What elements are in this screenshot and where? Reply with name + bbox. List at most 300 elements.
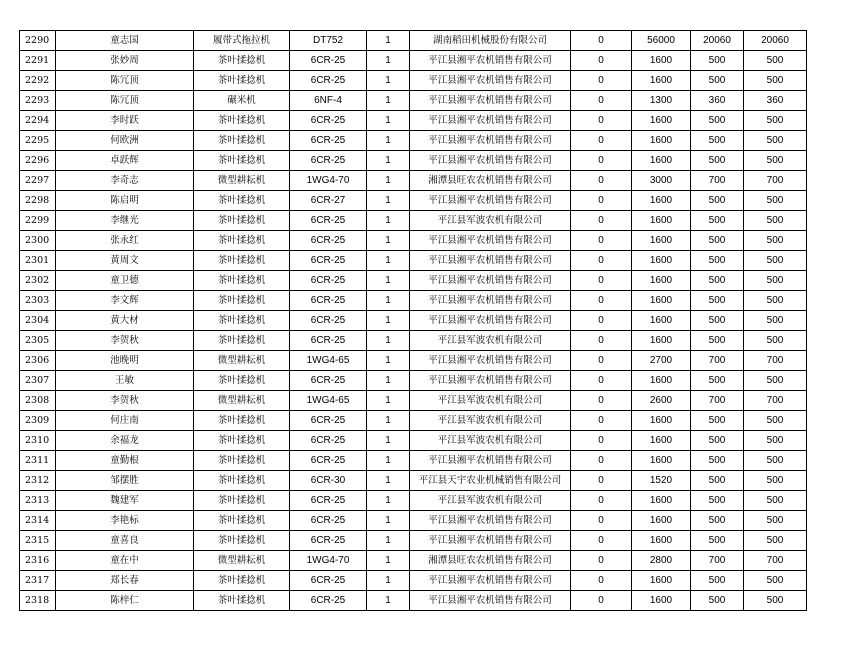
machine-type-cell: 茶叶揉捻机 [194, 431, 290, 451]
table-row [20, 391, 807, 411]
value-col-3-cell: 500 [691, 471, 744, 491]
buyer-name-cell: 李继光 [56, 211, 194, 231]
row-number-cell: 2311 [20, 451, 56, 471]
value-col-3-cell: 500 [691, 591, 744, 611]
value-col-3-cell: 700 [691, 171, 744, 191]
value-col-4-cell: 500 [744, 71, 807, 91]
buyer-name-cell: 童喜良 [56, 531, 194, 551]
value-col-3-cell: 500 [691, 571, 744, 591]
machine-type-cell: 茶叶揉捻机 [194, 291, 290, 311]
value-col-3-cell: 500 [691, 191, 744, 211]
machine-type-cell: 微型耕耘机 [194, 171, 290, 191]
machine-type-cell: 茶叶揉捻机 [194, 591, 290, 611]
value-col-3-cell: 500 [691, 211, 744, 231]
row-number-cell: 2312 [20, 471, 56, 491]
quantity-cell: 1 [367, 131, 410, 151]
machine-type-cell: 茶叶揉捻机 [194, 251, 290, 271]
row-number-cell: 2298 [20, 191, 56, 211]
model-cell: 1WG4-70 [290, 551, 367, 571]
value-col-2-cell: 1600 [632, 591, 691, 611]
value-col-3-cell: 500 [691, 511, 744, 531]
row-number-cell: 2306 [20, 351, 56, 371]
buyer-name-cell: 张永红 [56, 231, 194, 251]
quantity-cell: 1 [367, 411, 410, 431]
model-cell: 6NF-4 [290, 91, 367, 111]
table-row [20, 331, 807, 351]
table-row [20, 531, 807, 551]
model-cell: 6CR-25 [290, 51, 367, 71]
value-col-2-cell: 1600 [632, 451, 691, 471]
dealer-cell: 平江县湘平农机销售有限公司 [410, 251, 571, 271]
row-number-cell: 2313 [20, 491, 56, 511]
row-number-cell: 2305 [20, 331, 56, 351]
buyer-name-cell: 李贺秋 [56, 391, 194, 411]
table-row [20, 451, 807, 471]
value-col-3-cell: 500 [691, 491, 744, 511]
value-col-2-cell: 1600 [632, 191, 691, 211]
value-col-4-cell: 500 [744, 571, 807, 591]
model-cell: 6CR-25 [290, 271, 367, 291]
quantity-cell: 1 [367, 151, 410, 171]
buyer-name-cell: 陈梓仁 [56, 591, 194, 611]
machine-type-cell: 茶叶揉捻机 [194, 371, 290, 391]
row-number-cell: 2309 [20, 411, 56, 431]
value-col-3-cell: 500 [691, 451, 744, 471]
quantity-cell: 1 [367, 111, 410, 131]
row-number-cell: 2301 [20, 251, 56, 271]
dealer-cell: 平江县湘平农机销售有限公司 [410, 191, 571, 211]
buyer-name-cell: 黄大材 [56, 311, 194, 331]
machine-type-cell: 履带式拖拉机 [194, 31, 290, 51]
model-cell: 1WG4-65 [290, 391, 367, 411]
quantity-cell: 1 [367, 31, 410, 51]
value-col-4-cell: 500 [744, 151, 807, 171]
table-row [20, 371, 807, 391]
value-col-4-cell: 500 [744, 231, 807, 251]
dealer-cell: 湖南稻田机械股份有限公司 [410, 31, 571, 51]
machine-type-cell: 茶叶揉捻机 [194, 151, 290, 171]
machine-type-cell: 茶叶揉捻机 [194, 511, 290, 531]
model-cell: 6CR-25 [290, 111, 367, 131]
quantity-cell: 1 [367, 531, 410, 551]
value-col-4-cell: 500 [744, 251, 807, 271]
value-col-3-cell: 500 [691, 71, 744, 91]
row-number-cell: 2297 [20, 171, 56, 191]
value-col-1-cell: 0 [571, 71, 632, 91]
value-col-2-cell: 1600 [632, 151, 691, 171]
table-row [20, 511, 807, 531]
row-number-cell: 2304 [20, 311, 56, 331]
value-col-2-cell: 1520 [632, 471, 691, 491]
buyer-name-cell: 郑长春 [56, 571, 194, 591]
value-col-3-cell: 500 [691, 251, 744, 271]
machine-type-cell: 微型耕耘机 [194, 351, 290, 371]
row-number-cell: 2300 [20, 231, 56, 251]
model-cell: 6CR-27 [290, 191, 367, 211]
machine-type-cell: 茶叶揉捻机 [194, 491, 290, 511]
value-col-2-cell: 1600 [632, 411, 691, 431]
value-col-2-cell: 3000 [632, 171, 691, 191]
machine-type-cell: 碾米机 [194, 91, 290, 111]
table-row [20, 271, 807, 291]
quantity-cell: 1 [367, 211, 410, 231]
buyer-name-cell: 邹摆胜 [56, 471, 194, 491]
value-col-1-cell: 0 [571, 531, 632, 551]
table-row [20, 151, 807, 171]
value-col-2-cell: 1600 [632, 331, 691, 351]
dealer-cell: 湘潭县旺农农机销售有限公司 [410, 171, 571, 191]
table-row [20, 471, 807, 491]
machine-type-cell: 茶叶揉捻机 [194, 571, 290, 591]
value-col-1-cell: 0 [571, 431, 632, 451]
buyer-name-cell: 池晚明 [56, 351, 194, 371]
table-row [20, 91, 807, 111]
row-number-cell: 2299 [20, 211, 56, 231]
value-col-1-cell: 0 [571, 251, 632, 271]
value-col-1-cell: 0 [571, 571, 632, 591]
value-col-4-cell: 500 [744, 451, 807, 471]
buyer-name-cell: 童志国 [56, 31, 194, 51]
value-col-2-cell: 1600 [632, 511, 691, 531]
value-col-4-cell: 500 [744, 271, 807, 291]
model-cell: 6CR-30 [290, 471, 367, 491]
value-col-3-cell: 500 [691, 151, 744, 171]
model-cell: 6CR-25 [290, 511, 367, 531]
table-row [20, 591, 807, 611]
machine-type-cell: 茶叶揉捻机 [194, 411, 290, 431]
row-number-cell: 2318 [20, 591, 56, 611]
quantity-cell: 1 [367, 471, 410, 491]
value-col-2-cell: 1600 [632, 131, 691, 151]
table-row [20, 131, 807, 151]
model-cell: 6CR-25 [290, 491, 367, 511]
model-cell: 6CR-25 [290, 151, 367, 171]
table-row [20, 171, 807, 191]
dealer-cell: 平江县湘平农机销售有限公司 [410, 151, 571, 171]
dealer-cell: 平江县湘平农机销售有限公司 [410, 91, 571, 111]
value-col-2-cell: 1600 [632, 251, 691, 271]
table-row [20, 291, 807, 311]
row-number-cell: 2317 [20, 571, 56, 591]
dealer-cell: 平江县湘平农机销售有限公司 [410, 571, 571, 591]
buyer-name-cell: 黄周文 [56, 251, 194, 271]
table-row [20, 111, 807, 131]
quantity-cell: 1 [367, 451, 410, 471]
value-col-1-cell: 0 [571, 351, 632, 371]
quantity-cell: 1 [367, 191, 410, 211]
model-cell: 6CR-25 [290, 591, 367, 611]
value-col-2-cell: 2700 [632, 351, 691, 371]
model-cell: 6CR-25 [290, 571, 367, 591]
model-cell: DT752 [290, 31, 367, 51]
value-col-4-cell: 500 [744, 191, 807, 211]
value-col-4-cell: 20060 [744, 31, 807, 51]
value-col-1-cell: 0 [571, 231, 632, 251]
value-col-4-cell: 700 [744, 171, 807, 191]
value-col-1-cell: 0 [571, 391, 632, 411]
buyer-name-cell: 陈启明 [56, 191, 194, 211]
machine-type-cell: 茶叶揉捻机 [194, 331, 290, 351]
buyer-name-cell: 何欧洲 [56, 131, 194, 151]
model-cell: 6CR-25 [290, 531, 367, 551]
value-col-2-cell: 2800 [632, 551, 691, 571]
value-col-2-cell: 56000 [632, 31, 691, 51]
dealer-cell: 平江县军波农机有限公司 [410, 211, 571, 231]
dealer-cell: 平江县湘平农机销售有限公司 [410, 531, 571, 551]
model-cell: 6CR-25 [290, 331, 367, 351]
quantity-cell: 1 [367, 511, 410, 531]
value-col-1-cell: 0 [571, 451, 632, 471]
dealer-cell: 平江县湘平农机销售有限公司 [410, 371, 571, 391]
machine-type-cell: 微型耕耘机 [194, 391, 290, 411]
buyer-name-cell: 李文辉 [56, 291, 194, 311]
table-row [20, 311, 807, 331]
model-cell: 6CR-25 [290, 231, 367, 251]
value-col-1-cell: 0 [571, 151, 632, 171]
value-col-2-cell: 1600 [632, 231, 691, 251]
dealer-cell: 平江县湘平农机销售有限公司 [410, 311, 571, 331]
dealer-cell: 平江县军波农机有限公司 [410, 391, 571, 411]
buyer-name-cell: 陈冗顶 [56, 91, 194, 111]
value-col-3-cell: 500 [691, 431, 744, 451]
table-row [20, 551, 807, 571]
row-number-cell: 2314 [20, 511, 56, 531]
quantity-cell: 1 [367, 571, 410, 591]
value-col-2-cell: 1600 [632, 571, 691, 591]
dealer-cell: 平江县湘平农机销售有限公司 [410, 111, 571, 131]
dealer-cell: 平江县军波农机有限公司 [410, 411, 571, 431]
quantity-cell: 1 [367, 51, 410, 71]
value-col-3-cell: 700 [691, 351, 744, 371]
row-number-cell: 2294 [20, 111, 56, 131]
value-col-1-cell: 0 [571, 131, 632, 151]
machine-type-cell: 微型耕耘机 [194, 551, 290, 571]
value-col-3-cell: 500 [691, 271, 744, 291]
machine-type-cell: 茶叶揉捻机 [194, 211, 290, 231]
quantity-cell: 1 [367, 171, 410, 191]
value-col-1-cell: 0 [571, 31, 632, 51]
value-col-4-cell: 500 [744, 531, 807, 551]
table-row [20, 191, 807, 211]
table-row [20, 351, 807, 371]
row-number-cell: 2316 [20, 551, 56, 571]
value-col-3-cell: 500 [691, 531, 744, 551]
row-number-cell: 2293 [20, 91, 56, 111]
quantity-cell: 1 [367, 251, 410, 271]
quantity-cell: 1 [367, 271, 410, 291]
value-col-1-cell: 0 [571, 191, 632, 211]
value-col-1-cell: 0 [571, 591, 632, 611]
value-col-1-cell: 0 [571, 331, 632, 351]
table-row [20, 31, 807, 51]
dealer-cell: 平江县湘平农机销售有限公司 [410, 71, 571, 91]
model-cell: 6CR-25 [290, 71, 367, 91]
model-cell: 6CR-25 [290, 411, 367, 431]
machine-type-cell: 茶叶揉捻机 [194, 191, 290, 211]
value-col-1-cell: 0 [571, 91, 632, 111]
dealer-cell: 平江县军波农机有限公司 [410, 431, 571, 451]
quantity-cell: 1 [367, 431, 410, 451]
value-col-3-cell: 700 [691, 551, 744, 571]
table-body [20, 31, 807, 611]
buyer-name-cell: 王敏 [56, 371, 194, 391]
buyer-name-cell: 陈冗顶 [56, 71, 194, 91]
model-cell: 1WG4-65 [290, 351, 367, 371]
quantity-cell: 1 [367, 491, 410, 511]
row-number-cell: 2308 [20, 391, 56, 411]
value-col-4-cell: 360 [744, 91, 807, 111]
model-cell: 6CR-25 [290, 431, 367, 451]
value-col-4-cell: 500 [744, 331, 807, 351]
value-col-2-cell: 1600 [632, 491, 691, 511]
dealer-cell: 平江县湘平农机销售有限公司 [410, 511, 571, 531]
row-number-cell: 2290 [20, 31, 56, 51]
machine-type-cell: 茶叶揉捻机 [194, 131, 290, 151]
row-number-cell: 2292 [20, 71, 56, 91]
value-col-4-cell: 500 [744, 511, 807, 531]
dealer-cell: 平江县湘平农机销售有限公司 [410, 271, 571, 291]
value-col-2-cell: 1600 [632, 271, 691, 291]
value-col-3-cell: 500 [691, 371, 744, 391]
dealer-cell: 平江县军波农机有限公司 [410, 331, 571, 351]
value-col-1-cell: 0 [571, 51, 632, 71]
value-col-4-cell: 500 [744, 291, 807, 311]
quantity-cell: 1 [367, 591, 410, 611]
value-col-1-cell: 0 [571, 111, 632, 131]
quantity-cell: 1 [367, 71, 410, 91]
dealer-cell: 平江县军波农机有限公司 [410, 491, 571, 511]
table-row [20, 411, 807, 431]
value-col-4-cell: 500 [744, 431, 807, 451]
value-col-4-cell: 700 [744, 551, 807, 571]
buyer-name-cell: 余福龙 [56, 431, 194, 451]
buyer-name-cell: 李艳标 [56, 511, 194, 531]
model-cell: 6CR-25 [290, 371, 367, 391]
row-number-cell: 2302 [20, 271, 56, 291]
value-col-3-cell: 500 [691, 51, 744, 71]
table-row [20, 431, 807, 451]
buyer-name-cell: 童在中 [56, 551, 194, 571]
buyer-name-cell: 李贺秋 [56, 331, 194, 351]
machine-type-cell: 茶叶揉捻机 [194, 111, 290, 131]
model-cell: 6CR-25 [290, 291, 367, 311]
quantity-cell: 1 [367, 551, 410, 571]
table-row [20, 51, 807, 71]
machine-type-cell: 茶叶揉捻机 [194, 531, 290, 551]
value-col-1-cell: 0 [571, 291, 632, 311]
value-col-4-cell: 700 [744, 391, 807, 411]
quantity-cell: 1 [367, 391, 410, 411]
buyer-name-cell: 魏建军 [56, 491, 194, 511]
value-col-1-cell: 0 [571, 171, 632, 191]
dealer-cell: 平江县湘平农机销售有限公司 [410, 291, 571, 311]
value-col-2-cell: 1600 [632, 431, 691, 451]
machine-type-cell: 茶叶揉捻机 [194, 271, 290, 291]
machine-type-cell: 茶叶揉捻机 [194, 71, 290, 91]
buyer-name-cell: 童卫德 [56, 271, 194, 291]
model-cell: 6CR-25 [290, 451, 367, 471]
row-number-cell: 2310 [20, 431, 56, 451]
value-col-2-cell: 1600 [632, 531, 691, 551]
value-col-3-cell: 700 [691, 391, 744, 411]
value-col-2-cell: 1600 [632, 51, 691, 71]
machine-type-cell: 茶叶揉捻机 [194, 51, 290, 71]
quantity-cell: 1 [367, 371, 410, 391]
value-col-1-cell: 0 [571, 491, 632, 511]
buyer-name-cell: 李时跃 [56, 111, 194, 131]
quantity-cell: 1 [367, 291, 410, 311]
value-col-2-cell: 2600 [632, 391, 691, 411]
value-col-3-cell: 20060 [691, 31, 744, 51]
value-col-3-cell: 360 [691, 91, 744, 111]
value-col-4-cell: 500 [744, 51, 807, 71]
value-col-3-cell: 500 [691, 331, 744, 351]
model-cell: 6CR-25 [290, 211, 367, 231]
machinery-subsidy-table [19, 30, 807, 611]
value-col-1-cell: 0 [571, 371, 632, 391]
buyer-name-cell: 童勤根 [56, 451, 194, 471]
value-col-2-cell: 1300 [632, 91, 691, 111]
row-number-cell: 2315 [20, 531, 56, 551]
value-col-2-cell: 1600 [632, 111, 691, 131]
model-cell: 6CR-25 [290, 131, 367, 151]
buyer-name-cell: 张妙周 [56, 51, 194, 71]
buyer-name-cell: 李奇志 [56, 171, 194, 191]
value-col-2-cell: 1600 [632, 71, 691, 91]
table-row [20, 71, 807, 91]
dealer-cell: 平江县湘平农机销售有限公司 [410, 351, 571, 371]
value-col-4-cell: 500 [744, 311, 807, 331]
quantity-cell: 1 [367, 351, 410, 371]
model-cell: 6CR-25 [290, 251, 367, 271]
quantity-cell: 1 [367, 311, 410, 331]
value-col-1-cell: 0 [571, 411, 632, 431]
table-row [20, 491, 807, 511]
value-col-3-cell: 500 [691, 411, 744, 431]
value-col-1-cell: 0 [571, 271, 632, 291]
value-col-3-cell: 500 [691, 311, 744, 331]
value-col-3-cell: 500 [691, 231, 744, 251]
value-col-4-cell: 500 [744, 591, 807, 611]
value-col-3-cell: 500 [691, 131, 744, 151]
dealer-cell: 平江县湘平农机销售有限公司 [410, 131, 571, 151]
dealer-cell: 平江县湘平农机销售有限公司 [410, 51, 571, 71]
value-col-4-cell: 500 [744, 471, 807, 491]
value-col-1-cell: 0 [571, 471, 632, 491]
dealer-cell: 平江县湘平农机销售有限公司 [410, 591, 571, 611]
value-col-1-cell: 0 [571, 211, 632, 231]
dealer-cell: 平江县湘平农机销售有限公司 [410, 451, 571, 471]
quantity-cell: 1 [367, 331, 410, 351]
row-number-cell: 2295 [20, 131, 56, 151]
table-row [20, 211, 807, 231]
value-col-1-cell: 0 [571, 511, 632, 531]
value-col-4-cell: 500 [744, 131, 807, 151]
value-col-2-cell: 1600 [632, 291, 691, 311]
buyer-name-cell: 卓跃辉 [56, 151, 194, 171]
value-col-2-cell: 1600 [632, 211, 691, 231]
machine-type-cell: 茶叶揉捻机 [194, 471, 290, 491]
dealer-cell: 湘潭县旺农农机销售有限公司 [410, 551, 571, 571]
model-cell: 1WG4-70 [290, 171, 367, 191]
quantity-cell: 1 [367, 91, 410, 111]
table-row [20, 231, 807, 251]
value-col-4-cell: 500 [744, 211, 807, 231]
value-col-4-cell: 500 [744, 411, 807, 431]
value-col-4-cell: 500 [744, 111, 807, 131]
value-col-2-cell: 1600 [632, 371, 691, 391]
row-number-cell: 2291 [20, 51, 56, 71]
